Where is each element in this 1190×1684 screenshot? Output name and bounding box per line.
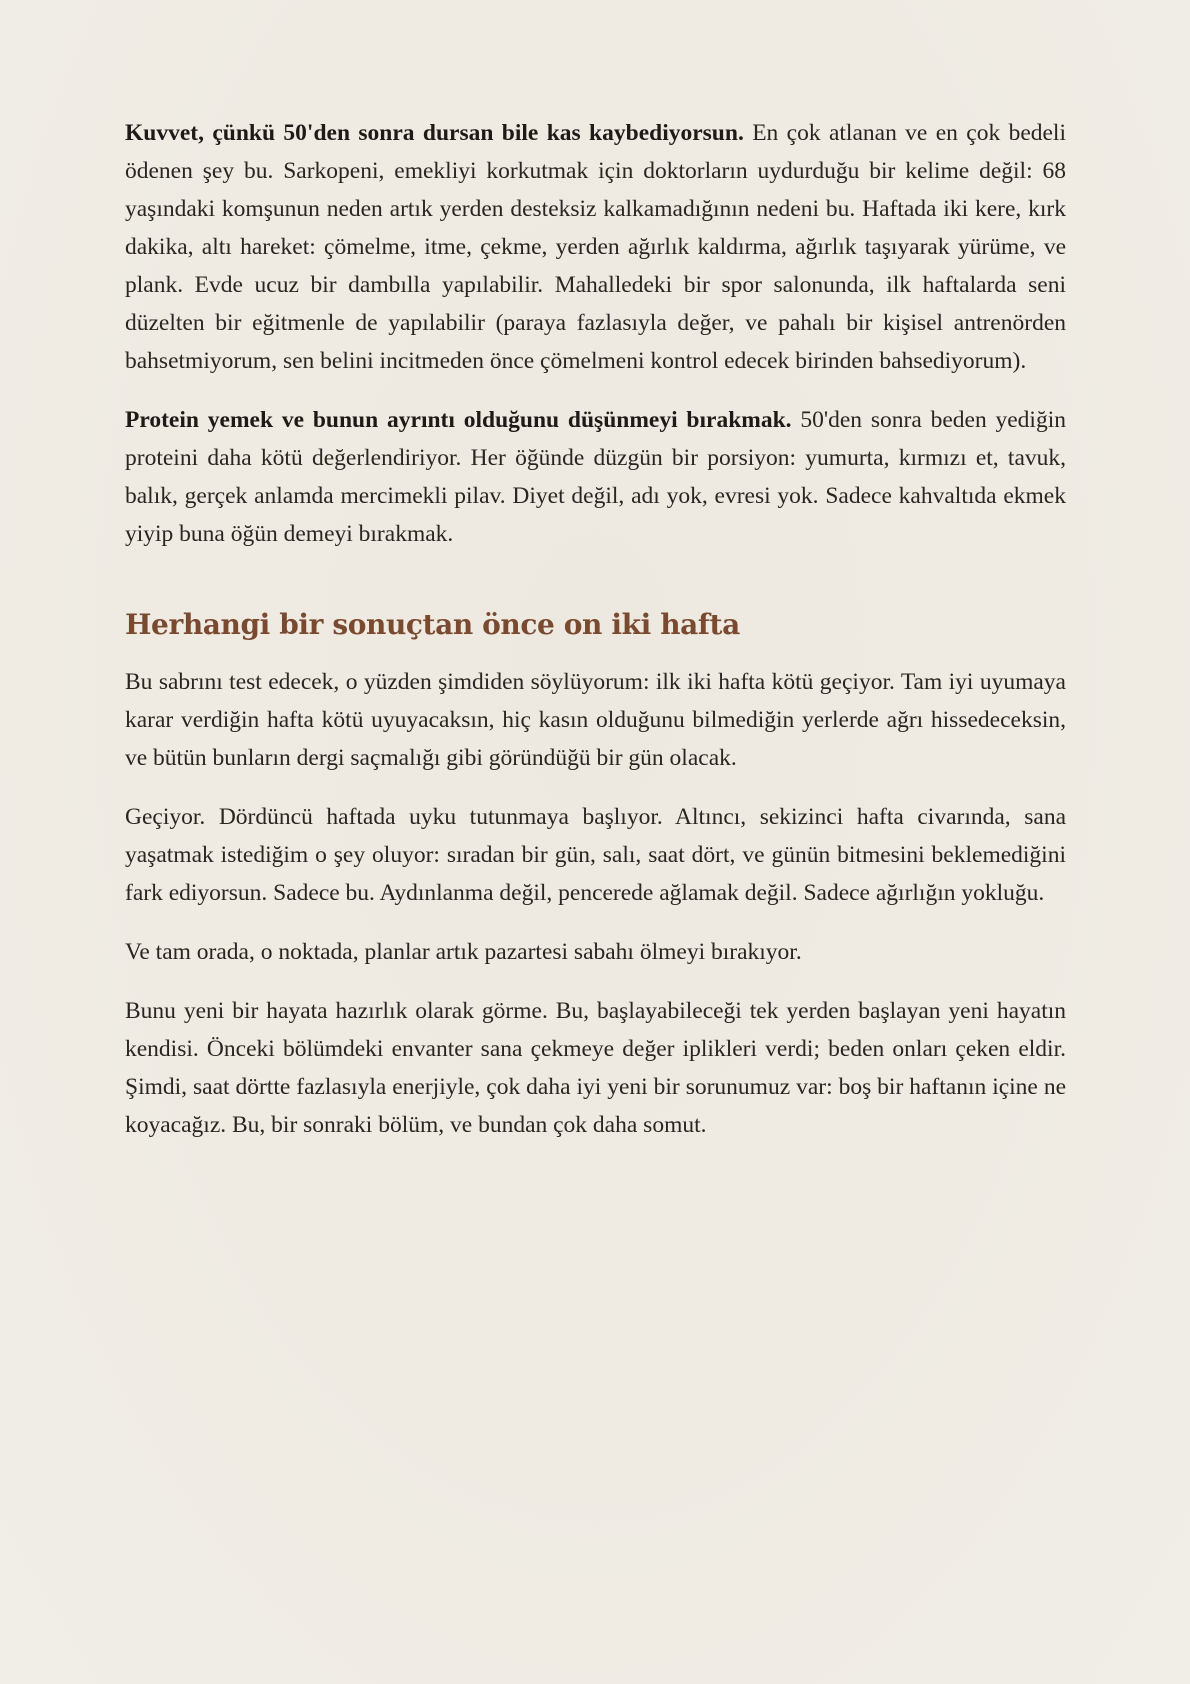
paragraph-strength — [125, 114, 1066, 380]
paragraph-lead-strength: Kuvvet, çünkü 50'den sonra dursan bile kas kaybediyorsun. — [125, 120, 744, 146]
section-heading: Herhangi bir sonuçtan önce on iki hafta — [125, 608, 740, 641]
paragraph-it-passes: Geçiyor. Dördüncü haftada uyku tutunmaya başlıyor. Altıncı, sekizinci hafta civarında, sana yaşatmak istediğim o şey oluyor: sıradan bir gün, salı, saat dört, ve günün bitmesini beklemediğini fark ediyorsun. Sadece bu. Aydınlanma değil, pencerede ağlamak değil. Sadece ağırlığın yokluğu. — [125, 804, 1066, 906]
paragraph-body-strength: En çok atlanan ve en çok bedeli ödenen şey bu. Sarkopeni, emekliyi korkutmak için doktorların uydurduğu bir kelime değil: 68 yaşındaki komşunun neden artık yerden desteksiz kalkamadığının nedeni bu. Haftada iki kere, kırk dakika, altı hareket: çömelme, itme, çekme, yerden ağırlık kaldırma, ağırlık taşıyarak yürüme, ve plank. Evde ucuz bir dambılla yapılabilir. Mahalledeki bir spor salonunda, ilk haftalarda seni düzelten bir eğitmenle de yapılabilir (paraya fazlasıyla değer, ve pahalı bir kişisel antrenörden bahsetmiyorum, sen belini incitmeden önce çömelmeni kontrol edecek birinden bahsediyorum). — [125, 120, 1066, 374]
paragraph-body-protein: 50'den sonra beden yediğin proteini daha kötü değerlendiriyor. Her öğünde düzgün bir porsiyon: yumurta, kırmızı et, tavuk, balık, gerçek anlamda mercimekli pilav. Diyet değil, adı yok, evresi yok. Sadece kahvaltıda ekmek yiyip buna öğün demeyi bırakmak. — [125, 407, 1066, 547]
paragraph-protein — [125, 401, 1066, 553]
paragraph-new-life: Bunu yeni bir hayata hazırlık olarak görme. Bu, başlayabileceği tek yerden başlayan yeni hayatın kendisi. Önceki bölümdeki envanter sana çekmeye değer iplikleri verdi; beden onları çeken eldir. Şimdi, saat dörtte fazlasıyla enerjiyle, çok daha iyi yeni bir sorunumuz var: boş bir haftanın içine ne koyacağız. Bu, bir sonraki bölüm, ve bundan çok daha somut. — [125, 998, 1066, 1138]
paragraph-patience: Bu sabrını test edecek, o yüzden şimdiden söylüyorum: ilk iki hafta kötü geçiyor. Tam iyi uyumaya karar verdiğin hafta kötü uyuyacaksın, hiç kasın olduğunu bilmediğin yerlerde ağrı hissedeceksin, ve bütün bunların dergi saçmalığı gibi göründüğü bir gün olacak. — [125, 669, 1066, 771]
paragraph-lead-protein: Protein yemek ve bunun ayrıntı olduğunu düşünmeyi bırakmak. — [125, 407, 792, 433]
paragraph-monday-plans: Ve tam orada, o noktada, planlar artık pazartesi sabahı ölmeyi bırakıyor. — [125, 939, 802, 965]
